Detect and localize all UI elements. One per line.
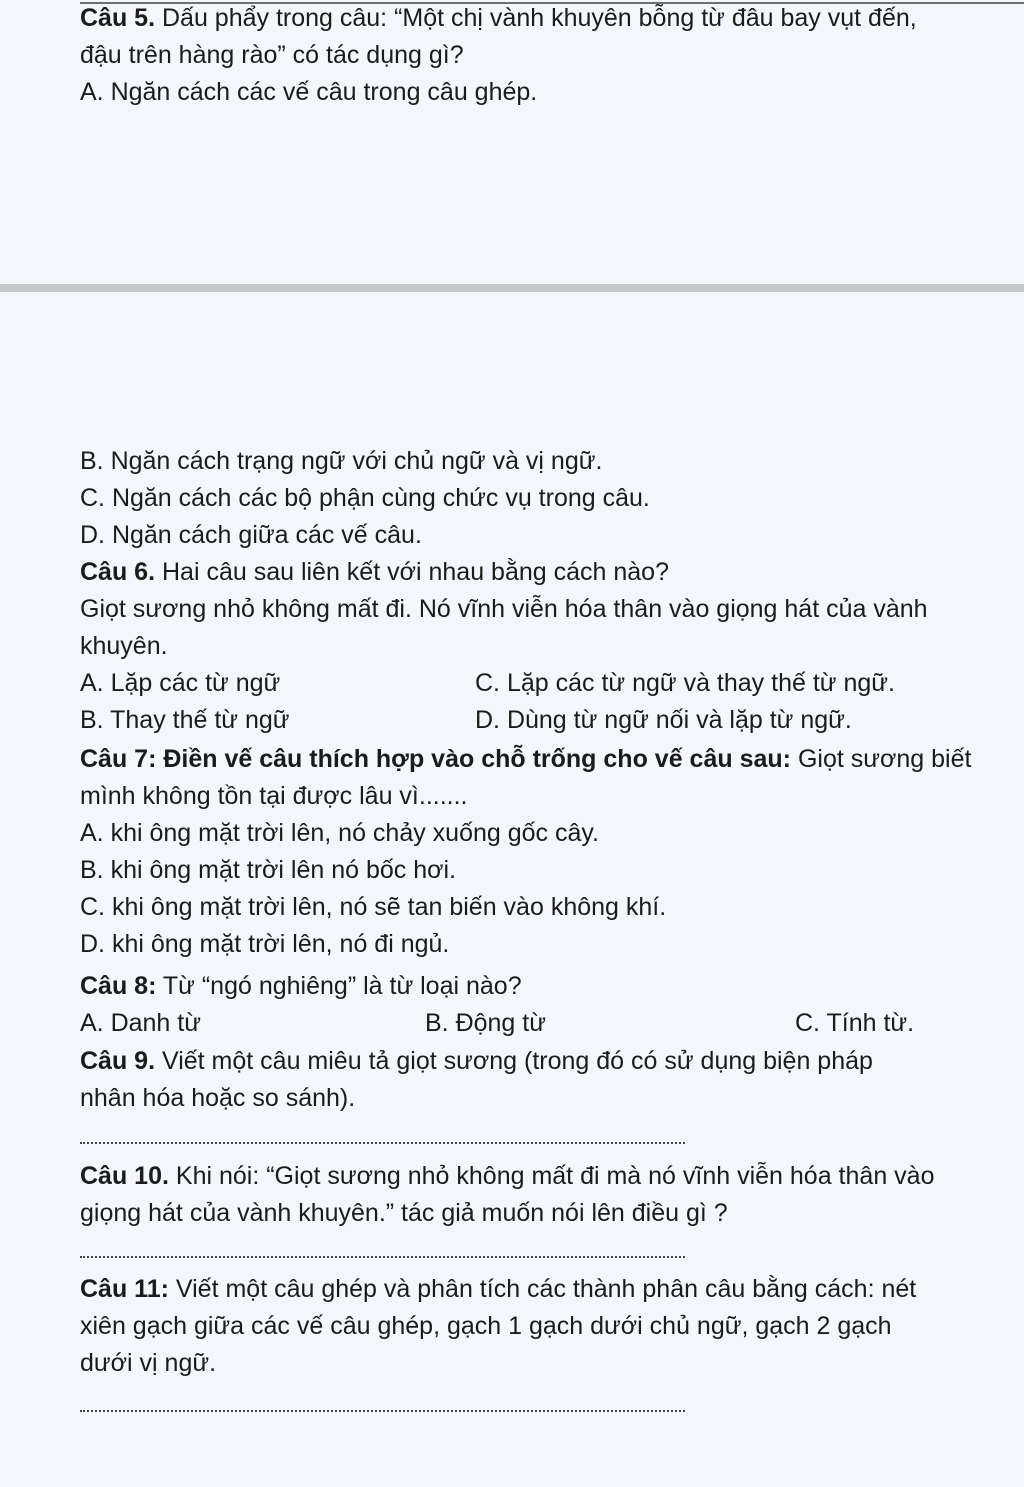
question-11	[80, 1271, 1020, 1382]
q11-line-3: dưới vị ngữ.	[80, 1349, 217, 1377]
q6-options-row-2	[80, 702, 1020, 739]
question-6	[80, 554, 1020, 739]
question-5	[80, 0, 1020, 111]
q7-text-1: Giọt sương biết	[797, 745, 972, 773]
q5-option-d: D. Ngăn cách giữa các vế câu.	[80, 521, 422, 549]
q9-title: Câu 9.	[80, 1047, 156, 1075]
q5-option-a: A. Ngăn cách các vế câu trong câu ghép.	[80, 78, 538, 106]
q6-passage-1: Giọt sương nhỏ không mất đi. Nó vĩnh viễn hóa thân vào giọng hát của vành	[80, 595, 928, 623]
q5-option-b: B. Ngăn cách trạng ngữ với chủ ngữ và vị ngữ.	[80, 447, 603, 475]
q9-answer-line	[80, 1142, 685, 1144]
q6-option-d: D. Dùng từ ngữ nối và lặp từ ngữ.	[475, 706, 852, 734]
q8-option-b: B. Động từ	[425, 1009, 546, 1037]
q7-option-d: D. khi ông mặt trời lên, nó đi ngủ.	[80, 930, 450, 958]
q6-text-1: Hai câu sau liên kết với nhau bằng cách nào?	[161, 558, 669, 586]
q6-passage-2: khuyên.	[80, 632, 168, 660]
question-5-options	[80, 443, 1020, 554]
q8-title: Câu 8:	[80, 972, 157, 1000]
question-8	[80, 968, 1020, 1042]
q6-option-c: C. Lặp các từ ngữ và thay thế từ ngữ.	[475, 669, 895, 697]
question-9	[80, 1043, 1020, 1117]
page-separator	[0, 284, 1024, 292]
q8-options-row	[80, 1005, 1020, 1042]
q5-line-1	[80, 0, 1020, 37]
q10-line-2: giọng hát của vành khuyên.” tác giả muốn nói lên điều gì ?	[80, 1199, 728, 1227]
q11-answer-line	[80, 1410, 685, 1412]
q11-title: Câu 11:	[80, 1275, 169, 1303]
q11-line-1	[80, 1271, 1020, 1308]
q8-option-a: A. Danh từ	[80, 1009, 201, 1037]
q7-option-a: A. khi ông mặt trời lên, nó chảy xuống gốc cây.	[80, 819, 599, 847]
q7-line-2: mình không tồn tại được lâu vì.......	[80, 782, 468, 810]
q5-text-1: Dấu phẩy trong câu: “Một chị vành khuyên bỗng từ đâu bay vụt đến,	[161, 4, 917, 32]
q6-options-row-1	[80, 665, 1020, 702]
q10-line-1	[80, 1158, 1020, 1195]
q6-line-1	[80, 554, 1020, 591]
q5-line-2: đậu trên hàng rào” có tác dụng gì?	[80, 41, 464, 69]
q11-text-1: Viết một câu ghép và phân tích các thành phân câu bằng cách: nét	[175, 1275, 917, 1303]
q7-option-b: B. khi ông mặt trời lên nó bốc hơi.	[80, 856, 457, 884]
q6-option-b: B. Thay thế từ ngữ	[80, 706, 290, 734]
q9-line-2: nhân hóa hoặc so sánh).	[80, 1084, 356, 1112]
q7-title: Câu 7: Điền vế câu thích hợp vào chỗ trống cho vế câu sau:	[80, 745, 791, 773]
q6-option-a: A. Lặp các từ ngữ	[80, 669, 281, 697]
q10-answer-line	[80, 1256, 685, 1258]
q9-line-1	[80, 1043, 1020, 1080]
q5-option-c: C. Ngăn cách các bộ phận cùng chức vụ trong câu.	[80, 484, 650, 512]
q6-title: Câu 6.	[80, 558, 156, 586]
q5-title: Câu 5.	[80, 4, 156, 32]
q8-line-1	[80, 968, 1020, 1005]
q8-text: Từ “ngó nghiêng” là từ loại nào?	[162, 972, 522, 1000]
q10-text-1: Khi nói: “Giọt sương nhỏ không mất đi mà nó vĩnh viễn hóa thân vào	[175, 1162, 935, 1190]
question-10	[80, 1158, 1020, 1232]
question-7	[80, 741, 1020, 963]
q8-option-c: C. Tính từ.	[795, 1009, 915, 1037]
q7-option-c: C. khi ông mặt trời lên, nó sẽ tan biến vào không khí.	[80, 893, 667, 921]
q7-line-1	[80, 741, 1020, 778]
q9-text-1: Viết một câu miêu tả giọt sương (trong đó có sử dụng biện pháp	[161, 1047, 873, 1075]
q10-title: Câu 10.	[80, 1162, 169, 1190]
q11-line-2: xiên gạch giữa các vế câu ghép, gạch 1 gạch dưới chủ ngữ, gạch 2 gạch	[80, 1312, 892, 1340]
